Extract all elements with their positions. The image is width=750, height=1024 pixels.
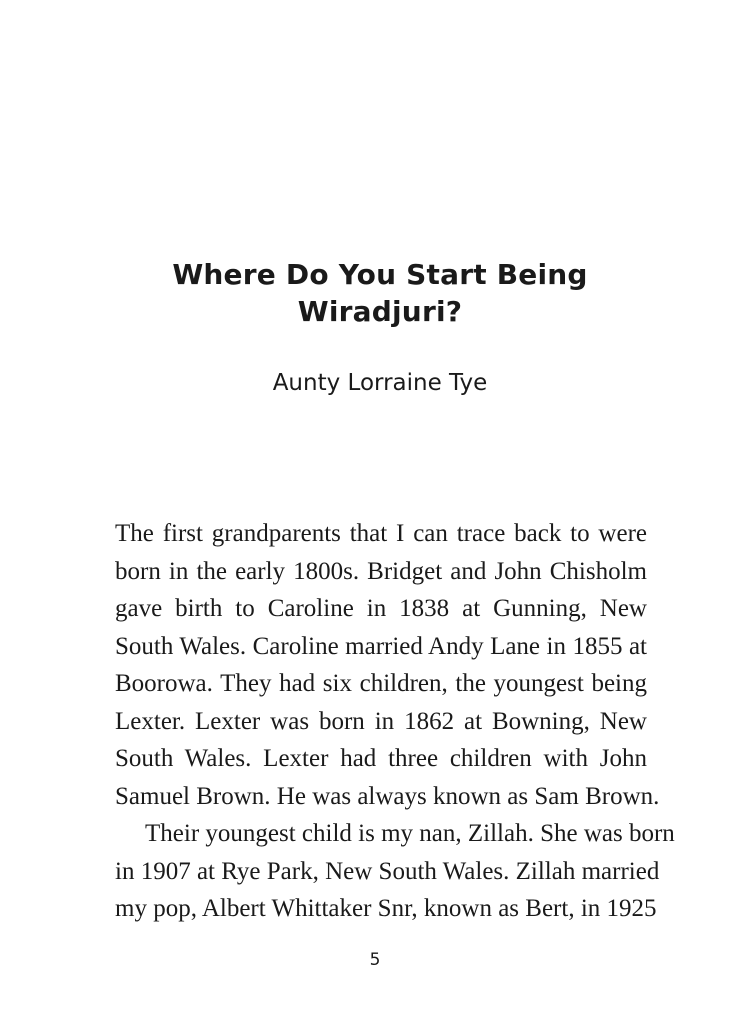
paragraph-line: gave birth to Caroline in 1838 at Gunning, New (115, 595, 647, 622)
paragraph-line: South Wales. Caroline married Andy Lane in 1855 at (115, 632, 647, 660)
paragraph-line: Their youngest child is my nan, Zillah. She was born (145, 820, 675, 847)
chapter-author: Aunty Lorraine Tye (272, 370, 488, 396)
chapter-title (120, 256, 640, 330)
paragraph-line: my pop, Albert Whittaker Snr, known as Bert, in 1925 (115, 895, 657, 922)
chapter-body (115, 515, 675, 928)
paragraph-1 (115, 515, 660, 815)
chapter-title-line-2: Wiradjuri? (297, 295, 463, 328)
paragraph-line: Samuel Brown. He was always known as Sam Brown. (115, 782, 660, 810)
paragraph-line: Lexter. Lexter was born in 1862 at Bowning, New (115, 707, 647, 735)
paragraph-line: Boorowa. They had six children, the youngest being (115, 670, 647, 697)
paragraph-line: South Wales. Lexter had three children with John (115, 745, 647, 772)
paragraph-2 (115, 815, 675, 928)
chapter-title-line-1: Where Do You Start Being (172, 258, 588, 291)
paragraph-line: in 1907 at Rye Park, New South Wales. Zillah married (115, 857, 660, 885)
page-number: 5 (369, 950, 381, 970)
paragraph-line: born in the early 1800s. Bridget and John Chisholm (115, 557, 647, 585)
paragraph-line: The first grandparents that I can trace back to were (115, 520, 647, 547)
